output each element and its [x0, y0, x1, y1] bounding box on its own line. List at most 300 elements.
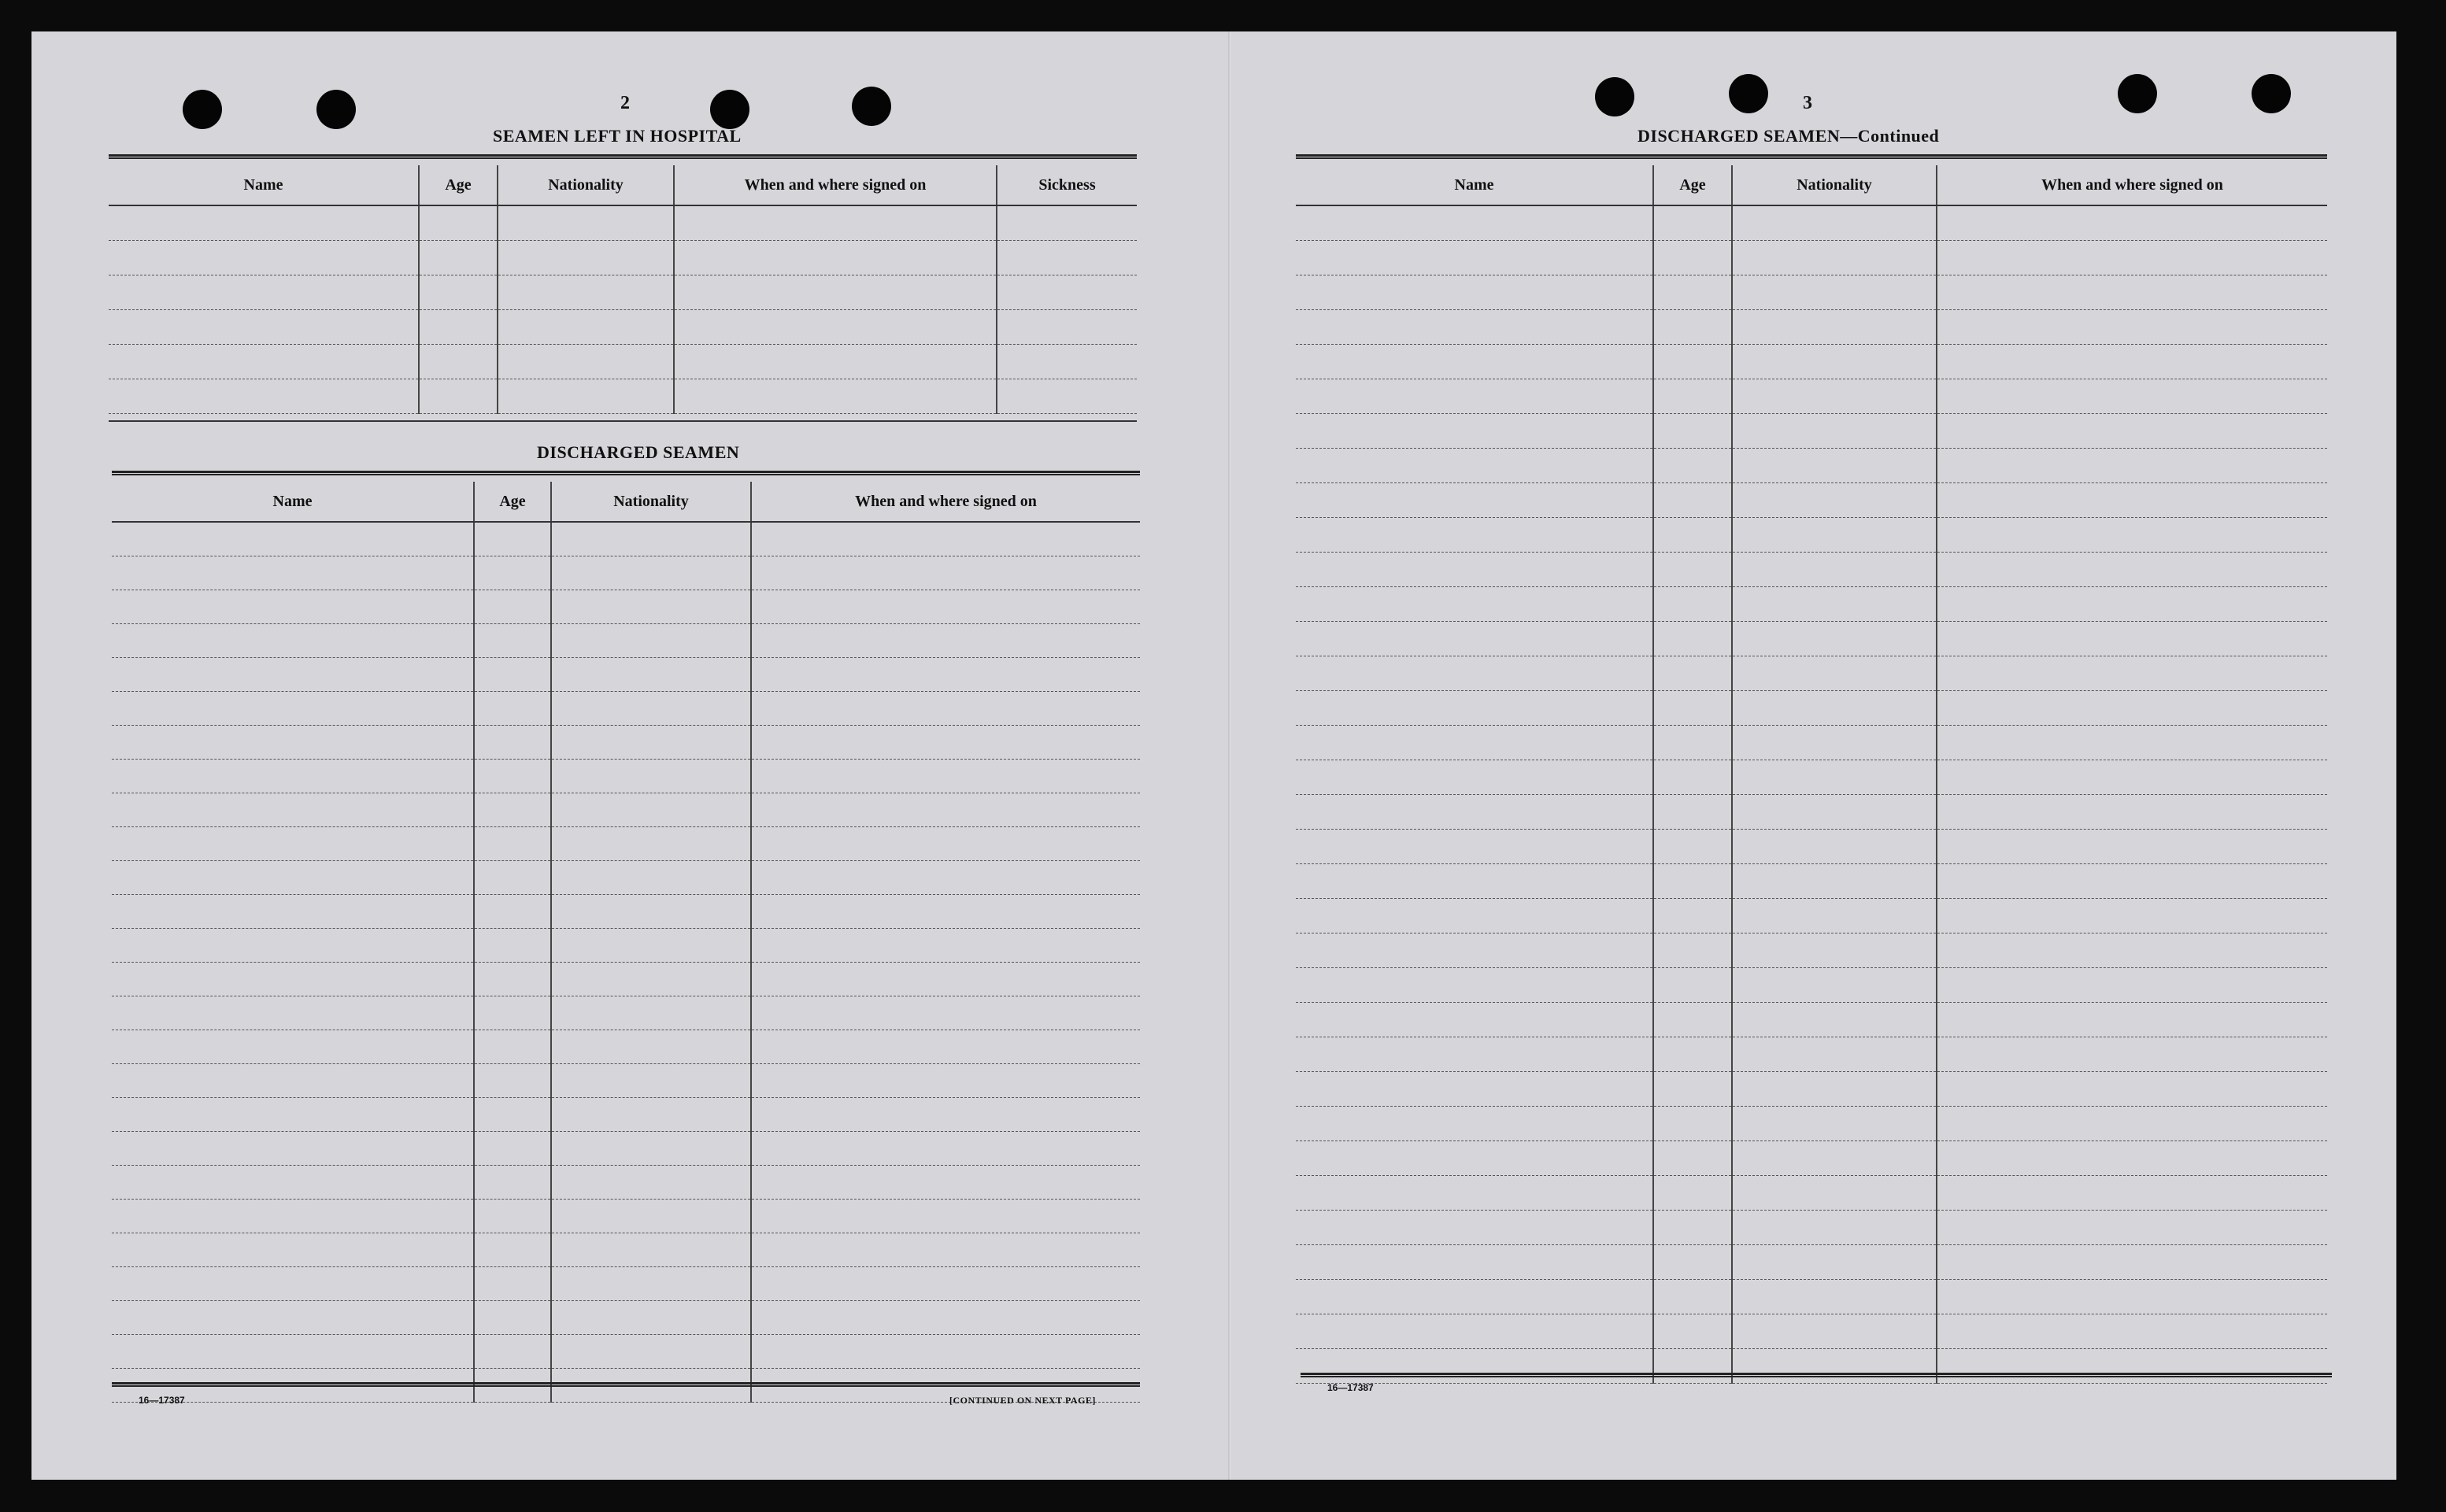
table-cell	[551, 1030, 751, 1064]
table-cell	[551, 1335, 751, 1369]
discharged-bottom-rule	[112, 1382, 1140, 1387]
table-cell	[551, 556, 751, 590]
table-cell	[1296, 241, 1653, 275]
table-cell	[1937, 656, 2327, 691]
table-cell	[1296, 1037, 1653, 1072]
continued-note: [CONTINUED ON NEXT PAGE]	[949, 1395, 1096, 1406]
table-row	[1296, 587, 2327, 622]
table-cell	[1732, 933, 1937, 968]
form-code-left: 16—17387	[139, 1395, 185, 1406]
column-header: Age	[419, 165, 498, 205]
table-cell	[1296, 275, 1653, 310]
table-cell	[112, 1030, 474, 1064]
table-cell	[474, 861, 551, 895]
table-cell	[1937, 726, 2327, 760]
table-cell	[474, 1200, 551, 1233]
table-row	[1296, 622, 2327, 656]
table-row	[112, 590, 1140, 624]
table-row	[112, 895, 1140, 929]
hospital-table	[109, 165, 1137, 414]
page-number-left: 2	[620, 93, 630, 113]
discharged-continued-table	[1296, 165, 2327, 1384]
table-cell	[109, 205, 419, 241]
table-cell	[112, 827, 474, 861]
table-cell	[1296, 656, 1653, 691]
table-cell	[1937, 691, 2327, 726]
table-cell	[1296, 1211, 1653, 1245]
table-cell	[1653, 449, 1732, 483]
table-cell	[498, 345, 674, 379]
table-cell	[112, 590, 474, 624]
table-cell	[474, 726, 551, 760]
table-cell	[112, 692, 474, 726]
form-code-right: 16—17387	[1327, 1382, 1374, 1393]
table-row	[112, 1301, 1140, 1335]
table-cell	[498, 310, 674, 345]
table-row	[112, 1233, 1140, 1267]
table-cell	[751, 1166, 1140, 1200]
table-cell	[112, 556, 474, 590]
table-cell	[551, 996, 751, 1030]
table-cell	[1937, 1211, 2327, 1245]
table-cell	[112, 1166, 474, 1200]
table-cell	[1296, 968, 1653, 1003]
table-row	[1296, 241, 2327, 275]
table-cell	[1937, 518, 2327, 553]
table-cell	[751, 929, 1140, 963]
table-cell	[1732, 1107, 1937, 1141]
table-cell	[1653, 691, 1732, 726]
table-cell	[1732, 310, 1937, 345]
table-cell	[112, 1233, 474, 1267]
table-row	[1296, 795, 2327, 830]
table-cell	[1653, 933, 1732, 968]
discharged-table	[112, 482, 1140, 1403]
table-cell	[751, 861, 1140, 895]
table-row	[1296, 1211, 2327, 1245]
table-cell	[474, 1098, 551, 1132]
table-row	[109, 345, 1137, 379]
table-cell	[419, 241, 498, 275]
table-cell	[1653, 345, 1732, 379]
table-cell	[1296, 483, 1653, 518]
table-cell	[997, 379, 1137, 414]
table-cell	[751, 1132, 1140, 1166]
table-cell	[1937, 1141, 2327, 1176]
table-row	[1296, 760, 2327, 795]
table-row	[1296, 1245, 2327, 1280]
table-cell	[1732, 1072, 1937, 1107]
table-cell	[1732, 553, 1937, 587]
table-cell	[474, 1030, 551, 1064]
table-cell	[1732, 1003, 1937, 1037]
table-cell	[1653, 1349, 1732, 1384]
table-cell	[1937, 345, 2327, 379]
right-bottom-rule	[1301, 1373, 2332, 1377]
table-row	[1296, 205, 2327, 241]
table-cell	[1732, 864, 1937, 899]
table-cell	[1296, 691, 1653, 726]
column-header: Name	[1296, 165, 1653, 205]
table-cell	[112, 522, 474, 556]
table-row	[1296, 691, 2327, 726]
table-cell	[498, 241, 674, 275]
table-cell	[1732, 1280, 1937, 1314]
table-cell	[1732, 899, 1937, 933]
table-cell	[474, 522, 551, 556]
table-cell	[1732, 414, 1937, 449]
table-row	[1296, 933, 2327, 968]
table-cell	[551, 624, 751, 658]
table-cell	[751, 1335, 1140, 1369]
discharged-section-title: DISCHARGED SEAMEN	[537, 442, 740, 462]
discharged-continued-title: DISCHARGED SEAMEN—Continued	[1637, 126, 1940, 146]
table-cell	[1732, 1211, 1937, 1245]
table-cell	[551, 658, 751, 692]
table-cell	[551, 1132, 751, 1166]
table-cell	[1296, 414, 1653, 449]
table-cell	[474, 1233, 551, 1267]
table-row	[112, 1335, 1140, 1369]
table-cell	[751, 726, 1140, 760]
punch-hole	[1595, 77, 1634, 116]
table-cell	[419, 275, 498, 310]
table-cell	[1732, 1349, 1937, 1384]
table-cell	[1296, 1176, 1653, 1211]
table-cell	[1296, 518, 1653, 553]
table-cell	[109, 310, 419, 345]
table-cell	[1937, 1280, 2327, 1314]
table-cell	[1937, 933, 2327, 968]
table-cell	[1937, 1349, 2327, 1384]
table-cell	[1296, 553, 1653, 587]
punch-hole	[316, 90, 356, 129]
table-cell	[674, 345, 997, 379]
table-cell	[551, 1098, 751, 1132]
table-row	[112, 861, 1140, 895]
table-cell	[1937, 1245, 2327, 1280]
table-cell	[112, 861, 474, 895]
column-header: Name	[109, 165, 419, 205]
table-row	[1296, 553, 2327, 587]
table-cell	[1732, 1314, 1937, 1349]
table-cell	[474, 760, 551, 793]
table-cell	[1937, 449, 2327, 483]
table-row	[112, 522, 1140, 556]
table-cell	[1296, 1280, 1653, 1314]
table-cell	[551, 1267, 751, 1301]
table-row	[109, 241, 1137, 275]
table-row	[1296, 1003, 2327, 1037]
table-cell	[1937, 379, 2327, 414]
table-cell	[474, 590, 551, 624]
table-cell	[1732, 241, 1937, 275]
table-cell	[751, 1098, 1140, 1132]
table-row	[1296, 1176, 2327, 1211]
table-cell	[1653, 275, 1732, 310]
table-cell	[1296, 1141, 1653, 1176]
discharged-top-rule	[112, 471, 1140, 475]
table-row	[1296, 726, 2327, 760]
table-row	[1296, 275, 2327, 310]
table-cell	[1653, 414, 1732, 449]
table-cell	[674, 310, 997, 345]
table-cell	[1296, 830, 1653, 864]
punch-hole	[183, 90, 222, 129]
table-cell	[1937, 414, 2327, 449]
table-cell	[1296, 310, 1653, 345]
table-cell	[1937, 864, 2327, 899]
table-cell	[1653, 205, 1732, 241]
table-cell	[1937, 795, 2327, 830]
column-header: Sickness	[997, 165, 1137, 205]
table-cell	[1653, 518, 1732, 553]
table-row	[109, 379, 1137, 414]
right-top-rule	[1296, 154, 2327, 159]
table-cell	[751, 522, 1140, 556]
column-header: Nationality	[551, 482, 751, 522]
table-row	[1296, 1141, 2327, 1176]
table-cell	[112, 1098, 474, 1132]
table-cell	[551, 827, 751, 861]
table-cell	[1732, 1037, 1937, 1072]
table-cell	[1937, 830, 2327, 864]
table-cell	[1296, 1003, 1653, 1037]
table-cell	[498, 205, 674, 241]
table-cell	[1732, 622, 1937, 656]
table-cell	[1653, 968, 1732, 1003]
table-cell	[1732, 656, 1937, 691]
table-cell	[1296, 795, 1653, 830]
table-cell	[1296, 449, 1653, 483]
hospital-bottom-rule	[109, 420, 1137, 422]
table-cell	[1653, 310, 1732, 345]
table-cell	[1296, 899, 1653, 933]
page-number-right: 3	[1803, 93, 1812, 113]
table-cell	[1732, 205, 1937, 241]
table-row	[112, 929, 1140, 963]
table-row	[1296, 449, 2327, 483]
punch-hole	[2118, 74, 2157, 113]
table-cell	[751, 1030, 1140, 1064]
table-row	[112, 1132, 1140, 1166]
table-cell	[1296, 205, 1653, 241]
column-header: Nationality	[498, 165, 674, 205]
table-cell	[551, 1064, 751, 1098]
table-cell	[474, 963, 551, 996]
table-cell	[551, 726, 751, 760]
table-cell	[1653, 587, 1732, 622]
table-cell	[1296, 587, 1653, 622]
table-cell	[551, 1166, 751, 1200]
table-cell	[551, 929, 751, 963]
table-cell	[1653, 1003, 1732, 1037]
table-cell	[1296, 933, 1653, 968]
table-cell	[1937, 553, 2327, 587]
table-cell	[109, 345, 419, 379]
table-cell	[751, 590, 1140, 624]
table-cell	[112, 624, 474, 658]
table-cell	[1296, 864, 1653, 899]
table-cell	[112, 1301, 474, 1335]
hospital-section-title: SEAMEN LEFT IN HOSPITAL	[493, 126, 742, 146]
table-cell	[751, 1267, 1140, 1301]
table-cell	[551, 522, 751, 556]
table-cell	[1653, 241, 1732, 275]
table-row	[109, 310, 1137, 345]
column-header: When and where signed on	[674, 165, 997, 205]
table-cell	[997, 275, 1137, 310]
table-cell	[751, 793, 1140, 827]
table-cell	[751, 996, 1140, 1030]
table-cell	[751, 1233, 1140, 1267]
table-cell	[751, 895, 1140, 929]
table-cell	[109, 379, 419, 414]
table-cell	[474, 556, 551, 590]
table-cell	[474, 1064, 551, 1098]
table-row	[112, 1200, 1140, 1233]
table-cell	[1937, 1072, 2327, 1107]
column-header: Age	[1653, 165, 1732, 205]
column-header: Name	[112, 482, 474, 522]
table-cell	[1653, 1245, 1732, 1280]
table-row	[1296, 414, 2327, 449]
table-cell	[112, 726, 474, 760]
table-cell	[1653, 726, 1732, 760]
table-cell	[1653, 622, 1732, 656]
table-cell	[1937, 1314, 2327, 1349]
table-cell	[551, 590, 751, 624]
table-cell	[1732, 726, 1937, 760]
table-cell	[419, 310, 498, 345]
table-cell	[751, 1301, 1140, 1335]
table-row	[112, 1030, 1140, 1064]
table-cell	[112, 760, 474, 793]
table-cell	[751, 1064, 1140, 1098]
table-cell	[112, 929, 474, 963]
table-cell	[1937, 968, 2327, 1003]
table-cell	[551, 1200, 751, 1233]
table-cell	[1653, 864, 1732, 899]
table-cell	[1732, 379, 1937, 414]
table-cell	[1653, 1141, 1732, 1176]
table-cell	[1937, 241, 2327, 275]
table-row	[112, 658, 1140, 692]
table-cell	[1937, 275, 2327, 310]
table-cell	[751, 658, 1140, 692]
table-cell	[1732, 691, 1937, 726]
table-cell	[751, 692, 1140, 726]
table-cell	[997, 241, 1137, 275]
table-cell	[1732, 1176, 1937, 1211]
table-row	[112, 692, 1140, 726]
table-row	[112, 624, 1140, 658]
table-cell	[1732, 483, 1937, 518]
table-cell	[674, 275, 997, 310]
table-cell	[1732, 518, 1937, 553]
table-cell	[1653, 795, 1732, 830]
column-header: Age	[474, 482, 551, 522]
table-cell	[1653, 483, 1732, 518]
page-fold	[1228, 31, 1231, 1480]
table-cell	[474, 658, 551, 692]
table-row	[112, 1267, 1140, 1301]
table-cell	[551, 861, 751, 895]
punch-hole	[2252, 74, 2291, 113]
table-cell	[551, 895, 751, 929]
table-cell	[1653, 1211, 1732, 1245]
table-cell	[674, 205, 997, 241]
table-cell	[1937, 760, 2327, 795]
table-cell	[674, 241, 997, 275]
table-cell	[1653, 656, 1732, 691]
table-cell	[1296, 1245, 1653, 1280]
table-cell	[1937, 1003, 2327, 1037]
table-row	[1296, 310, 2327, 345]
table-cell	[1653, 553, 1732, 587]
table-cell	[551, 1233, 751, 1267]
table-cell	[474, 996, 551, 1030]
table-row	[112, 1098, 1140, 1132]
table-cell	[112, 1267, 474, 1301]
table-cell	[1732, 760, 1937, 795]
table-cell	[1653, 760, 1732, 795]
table-cell	[997, 310, 1137, 345]
table-row	[1296, 1314, 2327, 1349]
punch-hole	[1729, 74, 1768, 113]
table-row	[1296, 830, 2327, 864]
table-cell	[112, 996, 474, 1030]
table-cell	[474, 827, 551, 861]
table-row	[112, 996, 1140, 1030]
table-cell	[474, 692, 551, 726]
table-cell	[1732, 968, 1937, 1003]
table-cell	[1937, 1107, 2327, 1141]
table-cell	[474, 895, 551, 929]
table-cell	[1653, 1037, 1732, 1072]
table-cell	[1653, 1314, 1732, 1349]
table-cell	[1296, 1349, 1653, 1384]
table-row	[109, 205, 1137, 241]
table-row	[1296, 968, 2327, 1003]
table-cell	[997, 345, 1137, 379]
table-cell	[751, 760, 1140, 793]
table-row	[1296, 379, 2327, 414]
table-row	[112, 827, 1140, 861]
table-cell	[112, 658, 474, 692]
table-row	[112, 963, 1140, 996]
table-cell	[1732, 830, 1937, 864]
table-row	[1296, 1037, 2327, 1072]
table-row	[109, 275, 1137, 310]
table-cell	[1732, 345, 1937, 379]
table-cell	[1937, 310, 2327, 345]
table-cell	[109, 241, 419, 275]
table-cell	[674, 379, 997, 414]
table-cell	[1653, 1072, 1732, 1107]
table-cell	[751, 963, 1140, 996]
table-cell	[498, 379, 674, 414]
table-cell	[1296, 345, 1653, 379]
table-cell	[112, 895, 474, 929]
table-cell	[1653, 1280, 1732, 1314]
table-cell	[1937, 205, 2327, 241]
table-cell	[419, 345, 498, 379]
table-cell	[1653, 379, 1732, 414]
table-cell	[474, 1267, 551, 1301]
table-row	[1296, 518, 2327, 553]
table-cell	[1653, 899, 1732, 933]
